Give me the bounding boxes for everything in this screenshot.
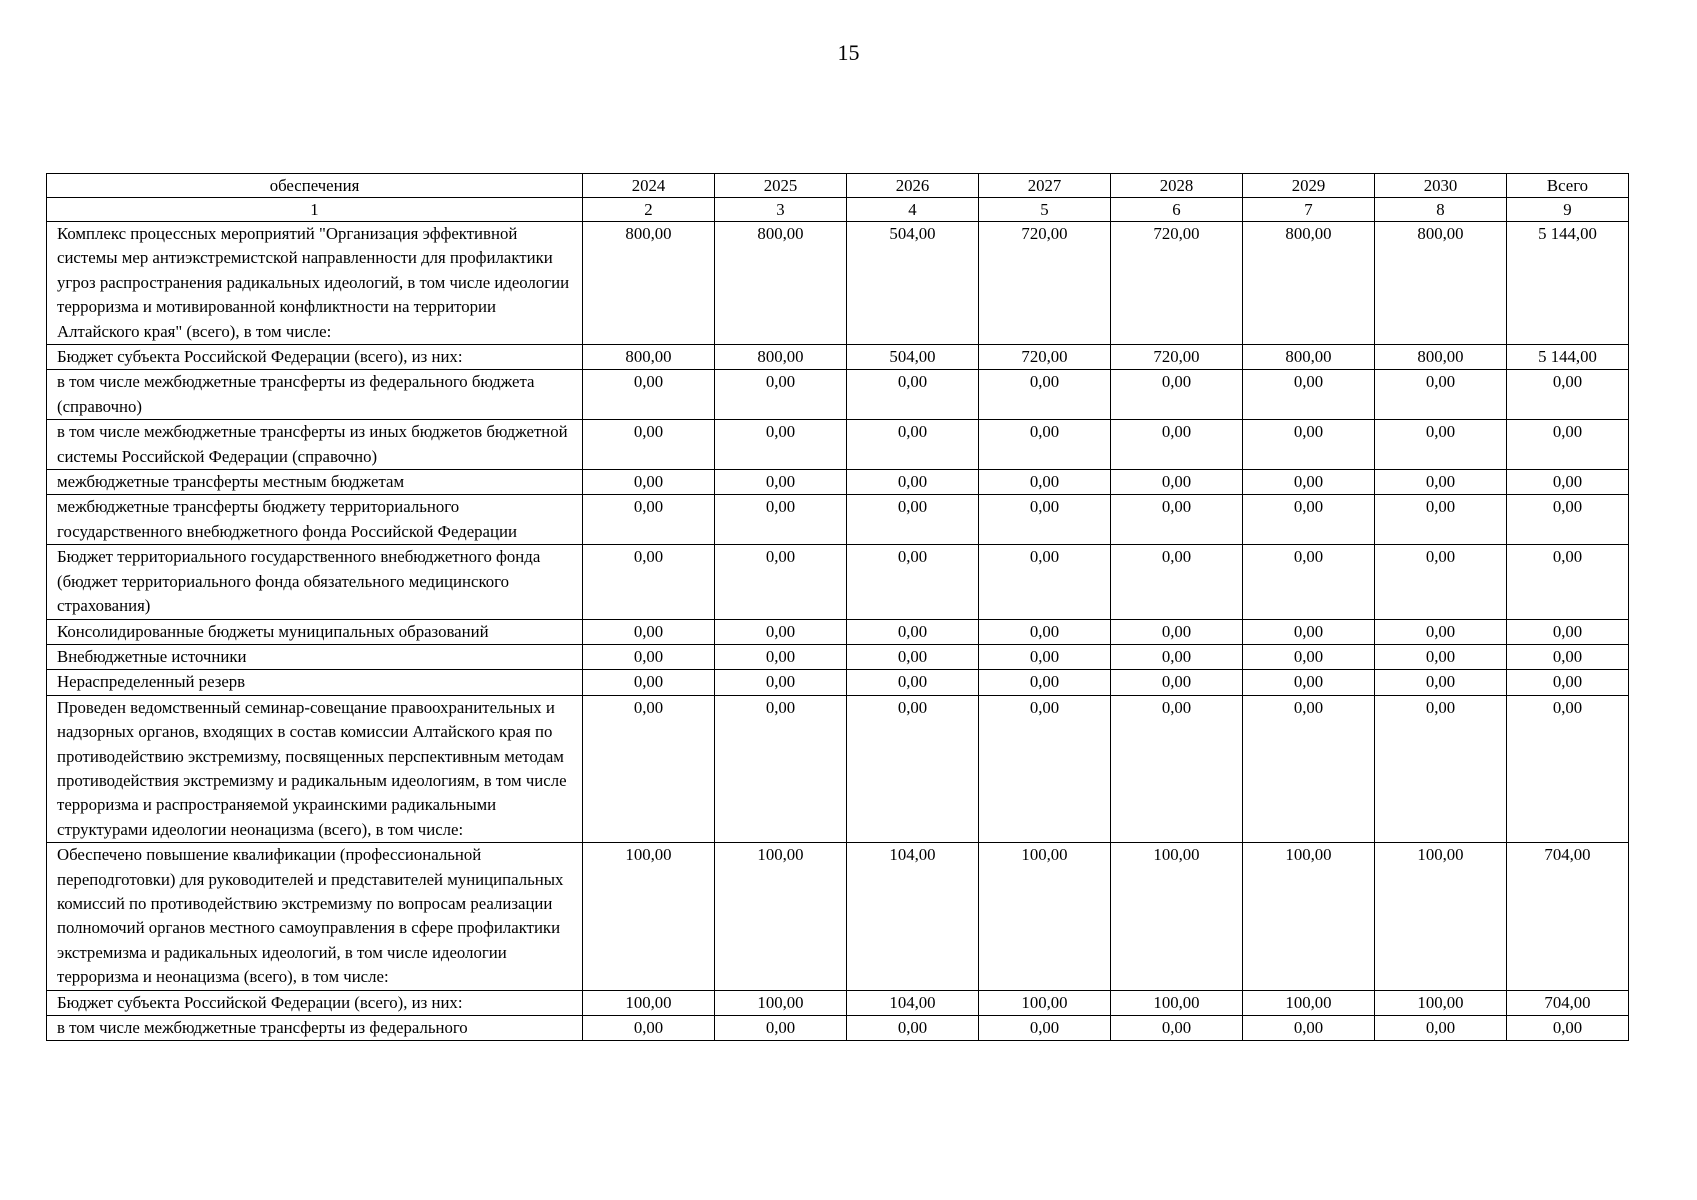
table-row — [47, 420, 1629, 470]
table-row — [47, 495, 1629, 545]
row-label: Комплекс процессных мероприятий "Организация эффективной системы мер антиэкстремистской направленности для профилактики угроз распространения радикальных идеологий, в том числе идеологии терроризма и мотивированной конфликтности на территории Алтайского края" (всего), в том числе: — [47, 222, 583, 345]
row-value: 100,00 — [1111, 990, 1243, 1015]
row-value: 0,00 — [1507, 545, 1629, 619]
row-value: 0,00 — [1243, 370, 1375, 420]
table-row — [47, 619, 1629, 644]
row-value: 704,00 — [1507, 990, 1629, 1015]
row-value: 704,00 — [1507, 843, 1629, 990]
row-value: 0,00 — [1507, 644, 1629, 669]
row-value: 0,00 — [847, 370, 979, 420]
row-value: 100,00 — [1111, 843, 1243, 990]
row-label: Бюджет территориального государственного внебюджетного фонда (бюджет территориального фонда обязательного медицинского страхования) — [47, 545, 583, 619]
column-number-cell: 8 — [1375, 198, 1507, 222]
row-label: Внебюджетные источники — [47, 644, 583, 669]
row-value: 720,00 — [1111, 345, 1243, 370]
row-value: 0,00 — [1243, 695, 1375, 842]
row-value: 0,00 — [715, 1016, 847, 1041]
row-value: 0,00 — [583, 495, 715, 545]
table-row — [47, 695, 1629, 842]
row-value: 0,00 — [1111, 695, 1243, 842]
row-value: 504,00 — [847, 345, 979, 370]
row-value: 0,00 — [1507, 420, 1629, 470]
header-cell: 2028 — [1111, 174, 1243, 198]
row-value: 0,00 — [1111, 470, 1243, 495]
column-number-cell: 2 — [583, 198, 715, 222]
column-number-cell: 7 — [1243, 198, 1375, 222]
row-value: 5 144,00 — [1507, 222, 1629, 345]
table-row — [47, 843, 1629, 990]
row-value: 0,00 — [979, 695, 1111, 842]
row-value: 504,00 — [847, 222, 979, 345]
row-value: 0,00 — [1375, 619, 1507, 644]
row-value: 0,00 — [715, 619, 847, 644]
row-value: 0,00 — [583, 545, 715, 619]
row-value: 0,00 — [715, 420, 847, 470]
row-value: 0,00 — [1507, 670, 1629, 695]
row-value: 800,00 — [1243, 222, 1375, 345]
row-value: 0,00 — [847, 545, 979, 619]
row-value: 0,00 — [1243, 420, 1375, 470]
row-label: в том числе межбюджетные трансферты из федерального бюджета (справочно) — [47, 370, 583, 420]
row-label: межбюджетные трансферты бюджету территориального государственного внебюджетного фонда Российской Федерации — [47, 495, 583, 545]
row-value: 0,00 — [847, 695, 979, 842]
table-row — [47, 1016, 1629, 1041]
row-label: Бюджет субъекта Российской Федерации (всего), из них: — [47, 345, 583, 370]
row-value: 0,00 — [979, 420, 1111, 470]
row-value: 0,00 — [979, 545, 1111, 619]
table-row — [47, 670, 1629, 695]
row-value: 0,00 — [1507, 470, 1629, 495]
column-number-cell: 5 — [979, 198, 1111, 222]
column-number-cell: 9 — [1507, 198, 1629, 222]
table-row — [47, 545, 1629, 619]
row-label: Обеспечено повышение квалификации (профессиональной переподготовки) для руководителей и представителей муниципальных комиссий по противодействию экстремизму по вопросам реализации полномочий органов местного самоуправления в сфере профилактики экстремизма и радикальных идеологий, в том числе идеологии терроризма и неонацизма (всего), в том числе: — [47, 843, 583, 990]
row-value: 0,00 — [847, 495, 979, 545]
row-label: Проведен ведомственный семинар-совещание правоохранительных и надзорных органов, входящих в состав комиссии Алтайского края по противодействию экстремизму, посвященных перспективным методам противодействия экстремизму и радикальным идеологиям, в том числе терроризма и распространяемой украинскими радикальными структурами идеологии неонацизма (всего), в том числе: — [47, 695, 583, 842]
column-number-cell: 6 — [1111, 198, 1243, 222]
row-value: 0,00 — [715, 670, 847, 695]
column-number-cell: 1 — [47, 198, 583, 222]
row-value: 0,00 — [1243, 470, 1375, 495]
row-value: 100,00 — [715, 843, 847, 990]
row-value: 0,00 — [715, 644, 847, 669]
row-value: 0,00 — [1243, 1016, 1375, 1041]
row-value: 720,00 — [979, 345, 1111, 370]
row-value: 0,00 — [1507, 495, 1629, 545]
row-value: 0,00 — [847, 1016, 979, 1041]
column-number-cell: 3 — [715, 198, 847, 222]
row-value: 100,00 — [715, 990, 847, 1015]
table-row — [47, 644, 1629, 669]
row-value: 0,00 — [1375, 1016, 1507, 1041]
page-number: 15 — [837, 40, 860, 65]
row-value: 0,00 — [1111, 670, 1243, 695]
row-value: 0,00 — [1375, 670, 1507, 695]
row-value: 0,00 — [1111, 495, 1243, 545]
row-value: 100,00 — [1243, 843, 1375, 990]
row-value: 0,00 — [1111, 619, 1243, 644]
row-value: 5 144,00 — [1507, 345, 1629, 370]
row-value: 0,00 — [1507, 695, 1629, 842]
row-value: 0,00 — [583, 1016, 715, 1041]
row-value: 0,00 — [1243, 495, 1375, 545]
row-value: 0,00 — [583, 420, 715, 470]
row-value: 800,00 — [715, 345, 847, 370]
row-value: 0,00 — [1375, 644, 1507, 669]
row-value: 0,00 — [1243, 619, 1375, 644]
row-value: 800,00 — [583, 222, 715, 345]
row-value: 800,00 — [715, 222, 847, 345]
row-value: 0,00 — [847, 470, 979, 495]
row-value: 0,00 — [979, 370, 1111, 420]
row-value: 0,00 — [1375, 470, 1507, 495]
header-cell: обеспечения — [47, 174, 583, 198]
header-row — [47, 174, 1629, 198]
row-value: 0,00 — [1375, 545, 1507, 619]
row-label: в том числе межбюджетные трансферты из федерального — [47, 1016, 583, 1041]
row-value: 0,00 — [1507, 370, 1629, 420]
row-value: 800,00 — [1375, 222, 1507, 345]
row-label: Нераспределенный резерв — [47, 670, 583, 695]
row-value: 0,00 — [583, 670, 715, 695]
row-value: 0,00 — [847, 420, 979, 470]
row-value: 104,00 — [847, 990, 979, 1015]
table-row — [47, 370, 1629, 420]
budget-table-body — [47, 174, 1629, 1041]
row-label: в том числе межбюджетные трансферты из иных бюджетов бюджетной системы Российской Федерации (справочно) — [47, 420, 583, 470]
row-value: 0,00 — [1507, 619, 1629, 644]
table-row — [47, 345, 1629, 370]
row-value: 0,00 — [979, 495, 1111, 545]
row-value: 104,00 — [847, 843, 979, 990]
row-value: 0,00 — [979, 619, 1111, 644]
row-value: 0,00 — [583, 470, 715, 495]
row-value: 0,00 — [1375, 495, 1507, 545]
table-row — [47, 222, 1629, 345]
row-value: 0,00 — [979, 670, 1111, 695]
header-cell: 2026 — [847, 174, 979, 198]
column-number-cell: 4 — [847, 198, 979, 222]
header-cell: 2029 — [1243, 174, 1375, 198]
row-value: 0,00 — [1111, 1016, 1243, 1041]
row-value: 0,00 — [1375, 420, 1507, 470]
row-value: 0,00 — [583, 695, 715, 842]
row-label: Консолидированные бюджеты муниципальных образований — [47, 619, 583, 644]
table-row — [47, 470, 1629, 495]
row-label: Бюджет субъекта Российской Федерации (всего), из них: — [47, 990, 583, 1015]
row-value: 0,00 — [1111, 545, 1243, 619]
row-value: 0,00 — [1111, 370, 1243, 420]
row-label: межбюджетные трансферты местным бюджетам — [47, 470, 583, 495]
row-value: 0,00 — [847, 619, 979, 644]
header-cell: 2025 — [715, 174, 847, 198]
row-value: 0,00 — [583, 619, 715, 644]
row-value: 0,00 — [583, 644, 715, 669]
column-number-row — [47, 198, 1629, 222]
row-value: 800,00 — [1243, 345, 1375, 370]
table-row — [47, 990, 1629, 1015]
row-value: 0,00 — [715, 370, 847, 420]
row-value: 0,00 — [715, 495, 847, 545]
row-value: 0,00 — [1243, 644, 1375, 669]
header-cell: 2024 — [583, 174, 715, 198]
row-value: 100,00 — [979, 990, 1111, 1015]
row-value: 800,00 — [1375, 345, 1507, 370]
row-value: 0,00 — [1243, 545, 1375, 619]
row-value: 720,00 — [1111, 222, 1243, 345]
row-value: 0,00 — [1507, 1016, 1629, 1041]
row-value: 100,00 — [583, 843, 715, 990]
header-cell: Всего — [1507, 174, 1629, 198]
row-value: 100,00 — [979, 843, 1111, 990]
row-value: 100,00 — [1243, 990, 1375, 1015]
row-value: 0,00 — [847, 644, 979, 669]
row-value: 0,00 — [1375, 695, 1507, 842]
row-value: 0,00 — [715, 695, 847, 842]
header-cell: 2027 — [979, 174, 1111, 198]
row-value: 100,00 — [1375, 990, 1507, 1015]
row-value: 0,00 — [583, 370, 715, 420]
budget-table — [46, 173, 1629, 1041]
row-value: 0,00 — [1243, 670, 1375, 695]
row-value: 0,00 — [1111, 644, 1243, 669]
row-value: 0,00 — [1111, 420, 1243, 470]
row-value: 720,00 — [979, 222, 1111, 345]
row-value: 0,00 — [715, 470, 847, 495]
row-value: 0,00 — [979, 644, 1111, 669]
row-value: 0,00 — [847, 670, 979, 695]
row-value: 100,00 — [583, 990, 715, 1015]
row-value: 0,00 — [979, 1016, 1111, 1041]
row-value: 100,00 — [1375, 843, 1507, 990]
row-value: 0,00 — [715, 545, 847, 619]
row-value: 0,00 — [979, 470, 1111, 495]
row-value: 800,00 — [583, 345, 715, 370]
header-cell: 2030 — [1375, 174, 1507, 198]
row-value: 0,00 — [1375, 370, 1507, 420]
